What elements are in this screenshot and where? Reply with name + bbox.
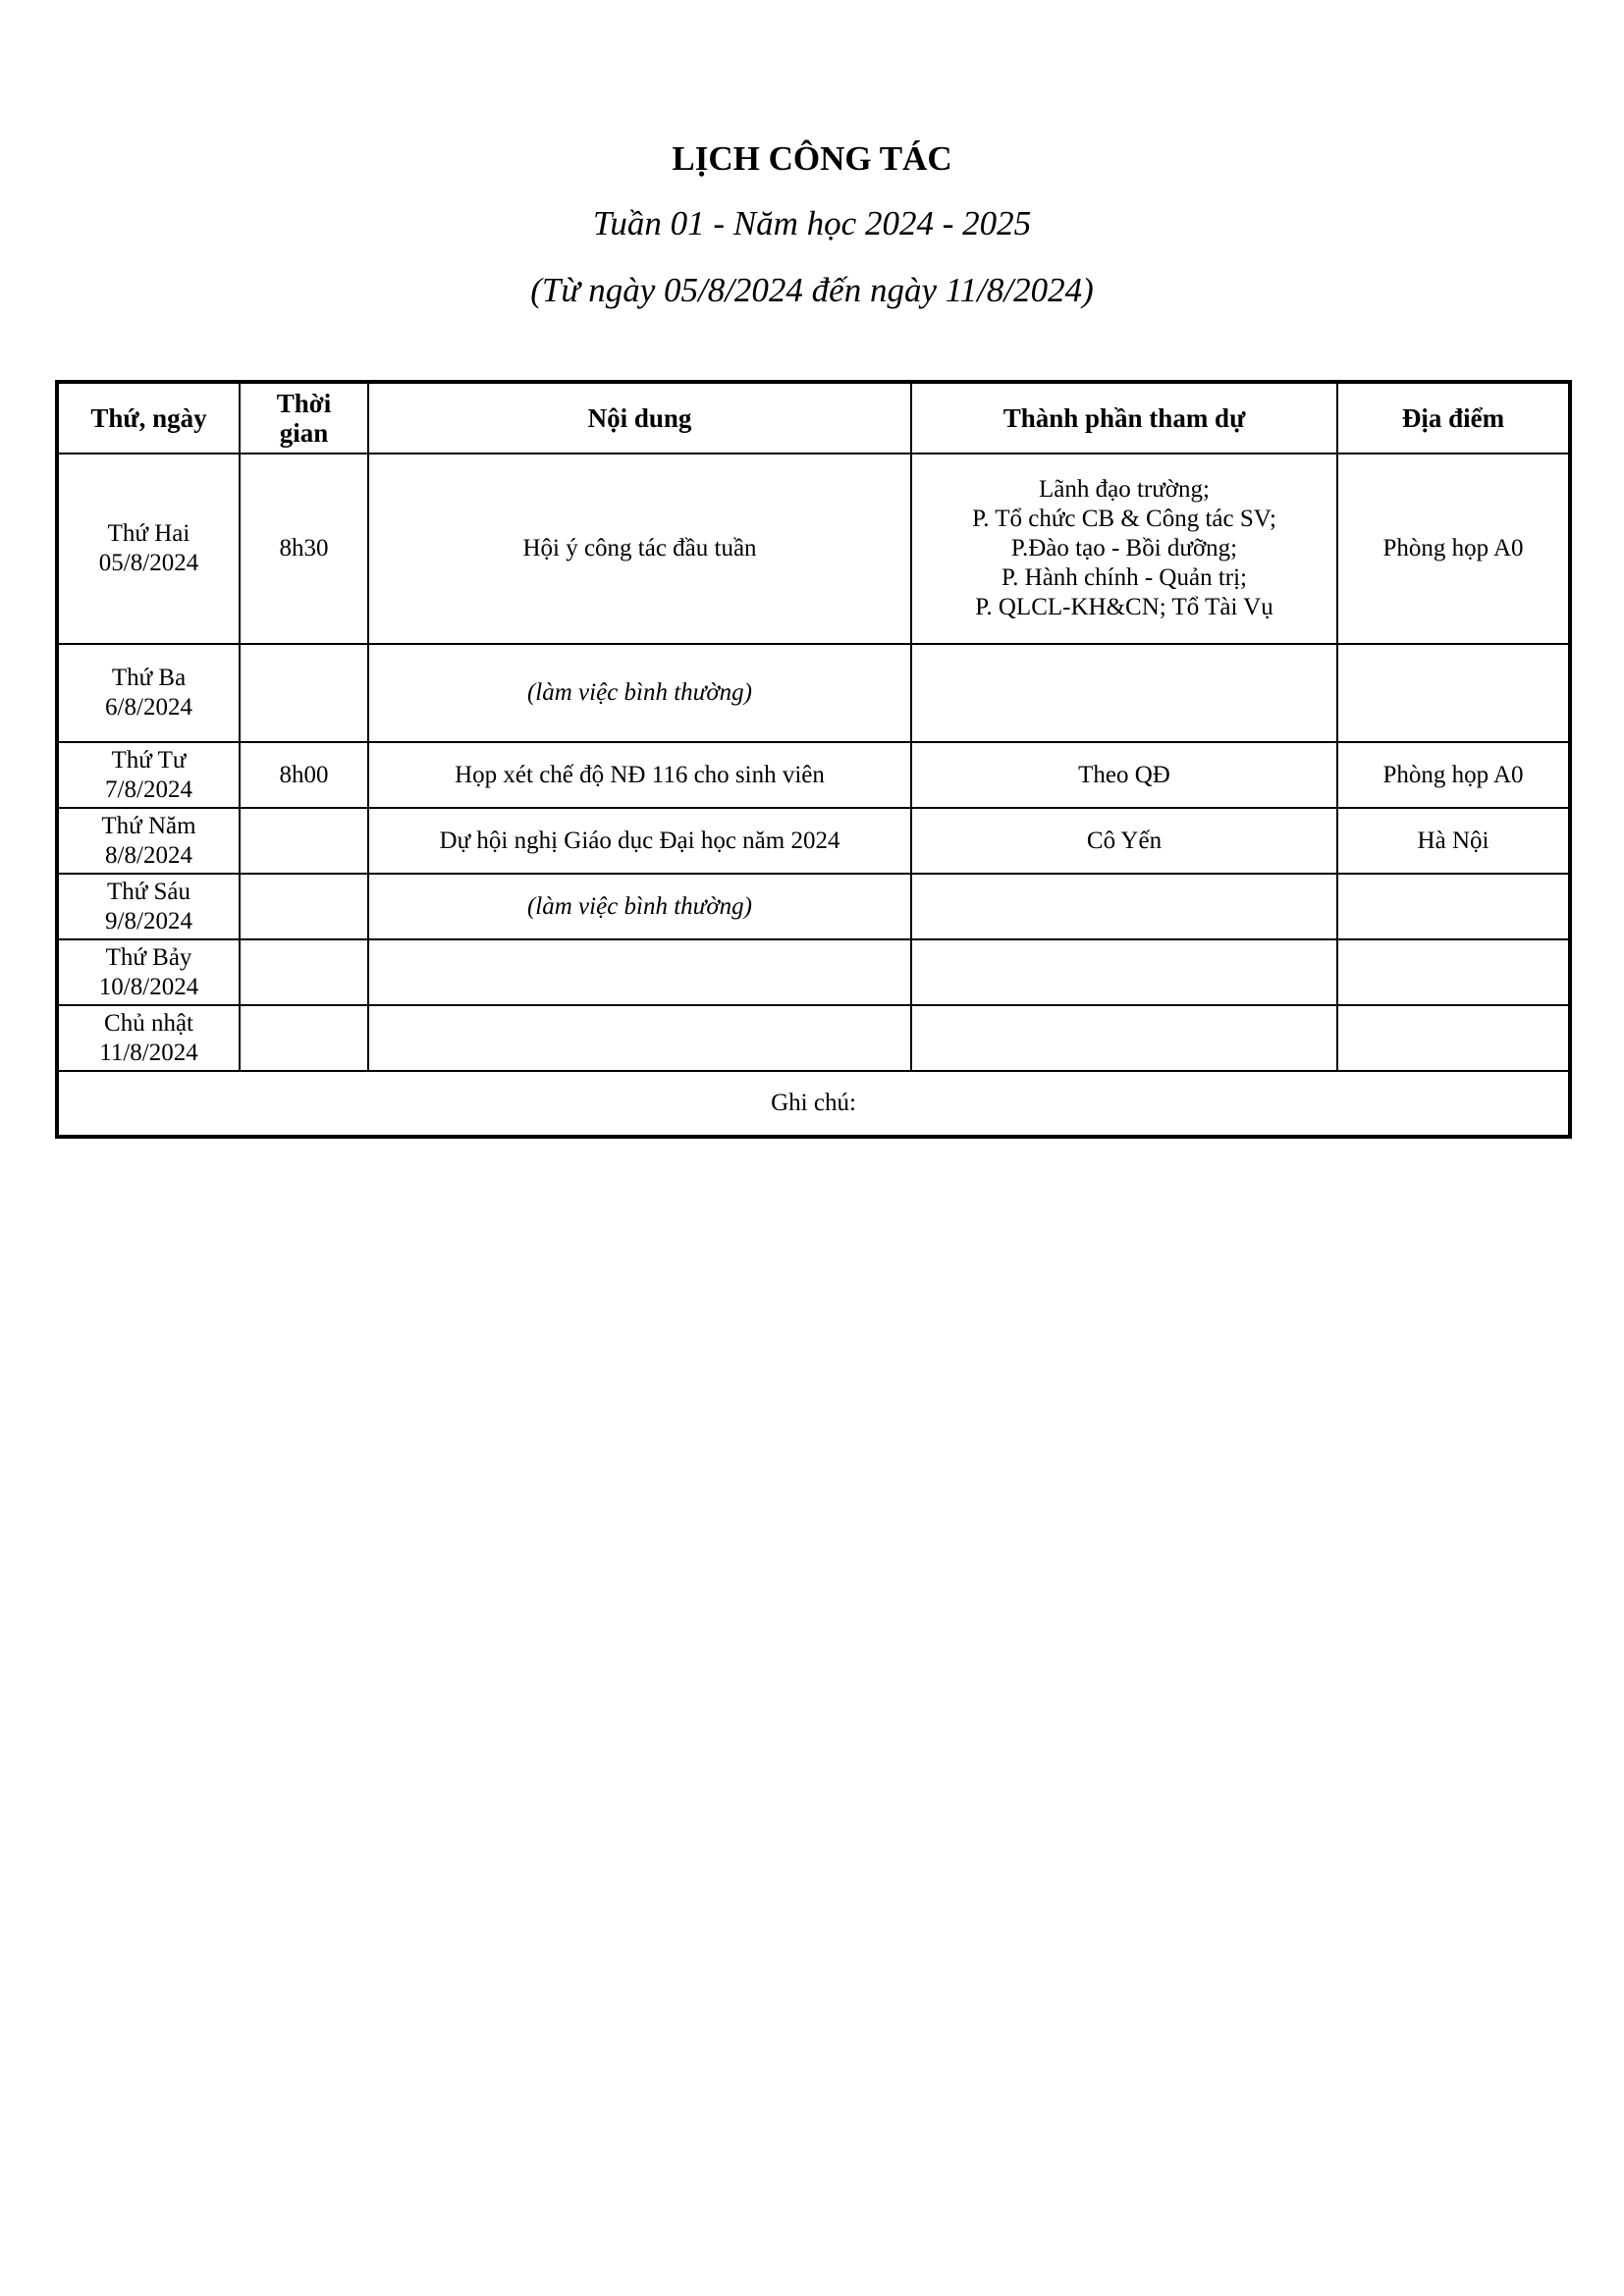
schedule-table <box>55 380 1572 1139</box>
column-header-participants: Thành phần tham dự <box>911 382 1337 454</box>
content-cell: Hội ý công tác đầu tuần <box>368 454 911 644</box>
page-title: LỊCH CÔNG TÁC <box>672 139 952 178</box>
time-cell: 8h00 <box>240 742 368 808</box>
time-cell: 8h30 <box>240 454 368 644</box>
location-cell <box>1337 939 1570 1005</box>
day-cell: Thứ Bảy 10/8/2024 <box>57 939 240 1005</box>
note-row <box>57 1071 1570 1137</box>
participants-cell <box>911 644 1337 742</box>
column-header-time: Thời gian <box>240 382 368 454</box>
time-cell <box>240 874 368 939</box>
date-range: (Từ ngày 05/8/2024 đến ngày 11/8/2024) <box>530 271 1094 309</box>
location-cell: Phòng họp A0 <box>1337 742 1570 808</box>
note-label: Ghi chú: <box>57 1071 1570 1137</box>
participants-cell: Theo QĐ <box>911 742 1337 808</box>
day-cell: Thứ Tư 7/8/2024 <box>57 742 240 808</box>
day-cell: Chủ nhật 11/8/2024 <box>57 1005 240 1071</box>
time-cell <box>240 939 368 1005</box>
table-row <box>57 454 1570 644</box>
location-cell <box>1337 644 1570 742</box>
time-cell <box>240 1005 368 1071</box>
location-cell: Hà Nội <box>1337 808 1570 874</box>
participants-cell <box>911 874 1337 939</box>
column-header-location: Địa điểm <box>1337 382 1570 454</box>
content-cell <box>368 939 911 1005</box>
location-cell <box>1337 1005 1570 1071</box>
content-cell: Họp xét chế độ NĐ 116 cho sinh viên <box>368 742 911 808</box>
day-cell: Thứ Sáu 9/8/2024 <box>57 874 240 939</box>
day-cell: Thứ Hai 05/8/2024 <box>57 454 240 644</box>
content-cell: Dự hội nghị Giáo dục Đại học năm 2024 <box>368 808 911 874</box>
participants-cell <box>911 939 1337 1005</box>
content-cell <box>368 1005 911 1071</box>
table-row <box>57 939 1570 1005</box>
day-cell: Thứ Ba 6/8/2024 <box>57 644 240 742</box>
time-cell <box>240 808 368 874</box>
table-row <box>57 644 1570 742</box>
week-subtitle: Tuần 01 - Năm học 2024 - 2025 <box>592 204 1032 242</box>
participants-cell: Cô Yến <box>911 808 1337 874</box>
table-row <box>57 874 1570 939</box>
content-cell: (làm việc bình thường) <box>368 644 911 742</box>
time-cell <box>240 644 368 742</box>
column-header-content: Nội dung <box>368 382 911 454</box>
location-cell <box>1337 874 1570 939</box>
table-header-row <box>57 382 1570 454</box>
table-row <box>57 808 1570 874</box>
table-row <box>57 1005 1570 1071</box>
table-row <box>57 742 1570 808</box>
location-cell: Phòng họp A0 <box>1337 454 1570 644</box>
participants-cell <box>911 1005 1337 1071</box>
content-cell: (làm việc bình thường) <box>368 874 911 939</box>
column-header-day: Thứ, ngày <box>57 382 240 454</box>
day-cell: Thứ Năm 8/8/2024 <box>57 808 240 874</box>
participants-cell: Lãnh đạo trường; P. Tổ chức CB & Công tác SV; P.Đào tạo - Bồi dưỡng; P. Hành chính - Quản trị; P. QLCL-KH&CN; Tổ Tài Vụ <box>911 454 1337 644</box>
